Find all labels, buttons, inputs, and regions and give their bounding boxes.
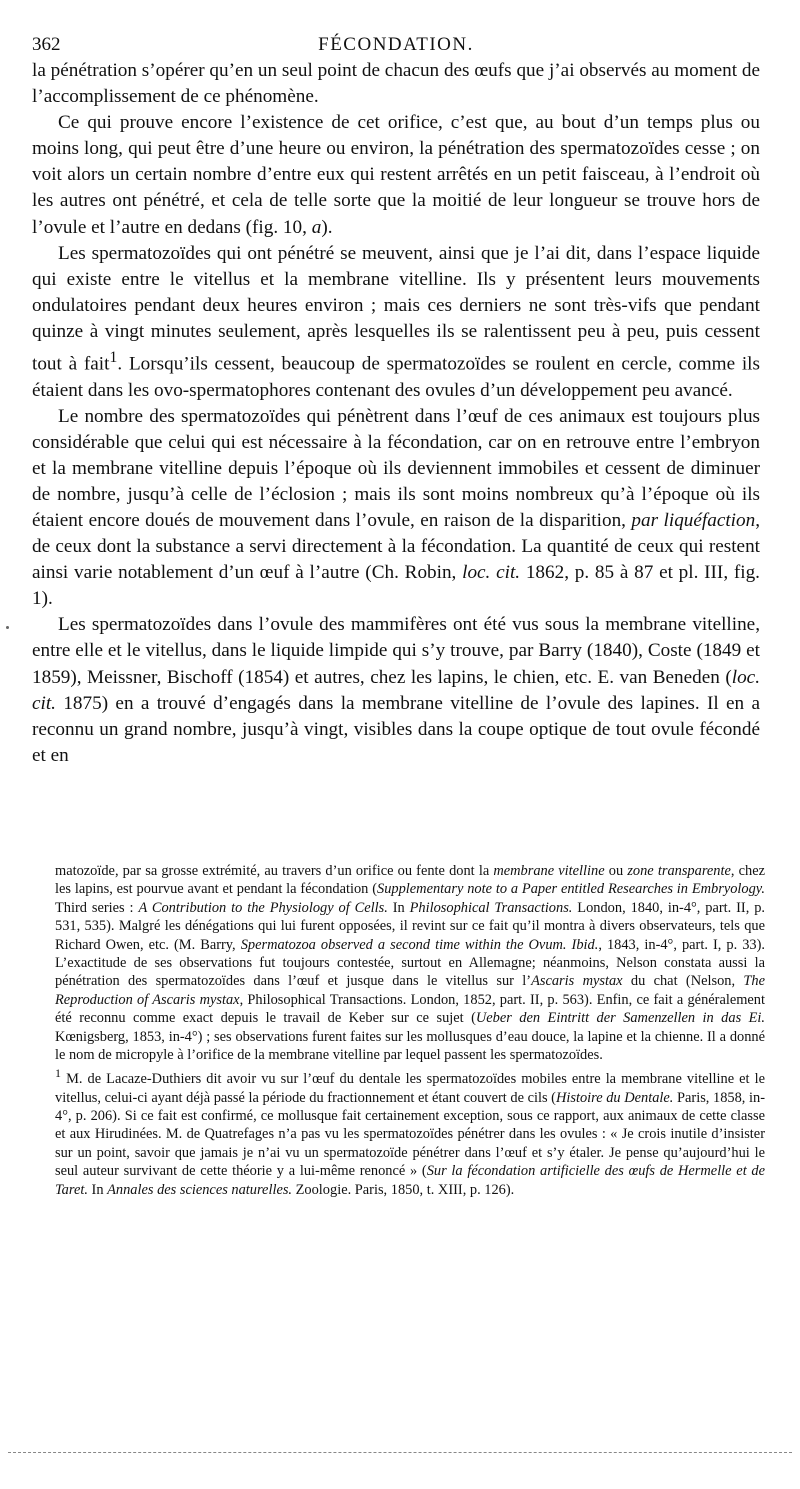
text-run: Le nombre des spermatozoïdes qui pénètrent dans l’œuf de ces animaux est toujours plus considérable que celui qui est nécessaire à la fécondation, car on en retrouve entre l’embryon et la membrane vitelline depuis l’époque où ils deviennent immobiles et cessent de diminuer de nombre, jusqu’à celle de l’éclosion ; mais ils sont moins nombreux qu’à l’époque où ils étaient encore doués de mouvement dans l’ovule, en raison de la disparition, xyxy=(32,405,760,531)
italic-text: Annales des sciences naturelles. xyxy=(107,1181,293,1198)
italic-text: loc. cit. xyxy=(32,666,760,714)
text-run: matozoïde, par sa grosse extrémité, au travers d’un orifice ou fente dont la xyxy=(55,863,494,879)
paragraph-p1 xyxy=(32,58,760,110)
text-run: Zoologie. Paris, 1850, t. XIII, p. 126). xyxy=(292,1181,515,1198)
running-title: FÉCONDATION. xyxy=(318,34,474,55)
footnotes xyxy=(55,862,765,1199)
main-text xyxy=(32,58,760,769)
italic-text: membrane vitelline xyxy=(493,863,605,879)
text-run: , 1843, in-4°, part. I, p. 33). L’exactitude de ses observations fut toujours contestée, surtout en Allemagne; néanmoins, Nelson constata aussi la pénétration des spermatozoïdes dans l’œuf et jusque dans le vitellus sur l’ xyxy=(55,936,765,990)
text-run: Third series : xyxy=(55,899,139,916)
text-run: Kœnigsberg, 1853, in-4°) ; ses observations furent faites sur les mollusques d’eau douce, la lapine et la chienne. Il a donné le nom de micropyle à l’orifice de la membrane vitelline par lequel passent les spermatozoïdes. xyxy=(55,1028,765,1064)
text-run: 1862, p. 85 à 87 et pl. III, fig. 1). xyxy=(32,562,760,610)
running-header xyxy=(32,30,760,60)
italic-text: Sur la fécondation artificielle des œufs de Hermelle et de Taret. xyxy=(55,1163,766,1198)
text-run: Paris, 1858, in-4°, p. 206). Si ce fait est confirmé, ce mollusque fait certainement exception, sous ce rapport, aux animaux de cette classe et aux Hirudinées. M. de Quatrefages n’a pas vu les spermatozoïdes pénétrer dans les ovules : « Je crois inutile d’insister sur un point, savoir que jamais je n’ai vu un spermatozoïde pénétrer dans l’œuf et s’y étaler. Je pense qu’aujourd’hui le seul auteur survivant de cette théorie y a lui-même renoncé » ( xyxy=(55,1089,766,1180)
footnote-n1 xyxy=(55,1064,765,1199)
italic-text: a xyxy=(311,216,322,238)
footnote-marker: 1 xyxy=(109,349,118,367)
text-run: Les spermatozoïdes qui ont pénétré se meuvent, ainsi que je l’ai dit, dans l’espace liquide qui existe entre le vitellus et la membrane vitelline. Ils y présentent leurs mouvements ondulatoires pendant deux heures environ ; mais ces derniers ne sont très-vifs que pendant quinze à vingt minutes seulement, après lesquelles ils se ralentissent peu à peu, puis cessent tout à fait xyxy=(32,242,760,375)
text-run: ). xyxy=(321,216,333,238)
paragraph-p3 xyxy=(32,241,760,404)
page-number: 362 xyxy=(32,34,61,55)
text-run: 1875) en a trouvé d’engagés dans la membrane vitelline de l’ovule des lapines. Il en a reconnu un grand nombre, jusqu’à vingt, visibles dans la coupe optique de tout ovule fécondé et en xyxy=(32,692,760,766)
text-run: M. de Lacaze-Duthiers dit avoir vu sur l’œuf du dentale les spermatozoïdes mobiles entre la membrane vitelline et le vitellus, celui-ci ayant déjà passé la période du fractionnement et étant couvert de cils ( xyxy=(55,1071,765,1106)
text-run: In xyxy=(387,899,410,916)
italic-text: loc. cit. xyxy=(462,562,521,584)
footnote-n0 xyxy=(55,862,765,1064)
text-run: ou xyxy=(604,863,628,879)
text-run: , de ceux dont la substance a servi directement à la fécondation. La quantité de ceux qui restent ainsi varie notablement d’un œuf à l’autre (Ch. Robin, xyxy=(32,509,760,584)
text-run: , chez les lapins, est pourvue avant et pendant la fécondation ( xyxy=(55,863,765,898)
text-run: Ce qui prouve encore l’existence de cet orifice, c’est que, au bout d’un temps plus ou moins long, qui peut être d’une heure ou environ, la pénétration des spermatozoïdes cesse ; on voit alors un certain nombre d’entre eux qui restent arrêtés en un petit faisceau, à l’endroit où les autres ont pénétré, et cela de telle sorte que la moitié de leur longueur se trouve hors de l’ovule et l’autre en dedans (fig. 10, xyxy=(32,112,760,238)
margin-mark xyxy=(6,626,9,629)
text-run: Les spermatozoïdes dans l’ovule des mammifères ont été vus sous la membrane vitelline, entre elle et le vitellus, dans le liquide limpide qui s’y trouve, par Barry (1840), Coste (1849 et 1859), Meissner, Bischoff (1854) et autres, chez les lapins, le chien, etc. E. van Beneden ( xyxy=(32,614,760,688)
italic-text: A Contribution to the Physiology of Cells. xyxy=(138,899,388,916)
bottom-scan-rule xyxy=(8,1452,792,1453)
italic-text: The Reproduction of Ascaris mystax xyxy=(55,973,765,1008)
text-run: . Lorsqu’ils cessent, beaucoup de spermatozoïdes se roulent en cercle, comme ils étaient dans les ovo-spermatophores contenant des ovules d’un développement peu avancé. xyxy=(32,353,760,401)
italic-text: Supplementary note to a Paper entitled Researches in Embryology. xyxy=(377,881,765,898)
text-run: du chat (Nelson, xyxy=(622,973,744,990)
text-run: , Philosophical Transactions. London, 1852, part. II, p. 563). Enfin, ce fait a généralement été reconnu comme exact depuis le travail de Keber sur ce sujet ( xyxy=(55,991,765,1027)
paragraph-p4 xyxy=(32,404,760,613)
text-run: In xyxy=(87,1181,108,1198)
footnote-marker: 1 xyxy=(55,1066,61,1081)
italic-text: Spermatozoa observed a second time within the Ovum. Ibid. xyxy=(240,936,599,953)
text-run: la pénétration s’opérer qu’en un seul point de chacun des œufs que j’ai observés au moment de l’accomplissement de ce phénomène. xyxy=(32,60,760,108)
paragraph-p5 xyxy=(32,612,760,769)
italic-text: Ueber den Eintritt der Samenzellen in das Ei. xyxy=(475,1010,765,1027)
italic-text: Philosophical Transactions. xyxy=(409,899,573,916)
italic-text: par liquéfaction xyxy=(631,509,756,531)
paragraph-p2 xyxy=(32,110,760,240)
text-run: London, 1840, in-4°, part. II, p. 531, 535). Malgré les dénégations qui lui furent opposées, il revint sur ce fait qu’il montra à divers observateurs, tels que Richard Owen, etc. (M. Barry, xyxy=(55,899,766,953)
italic-text: Ascaris mystax xyxy=(531,973,623,990)
italic-text: zone transparente xyxy=(627,863,731,879)
italic-text: Histoire du Dentale. xyxy=(555,1089,674,1106)
